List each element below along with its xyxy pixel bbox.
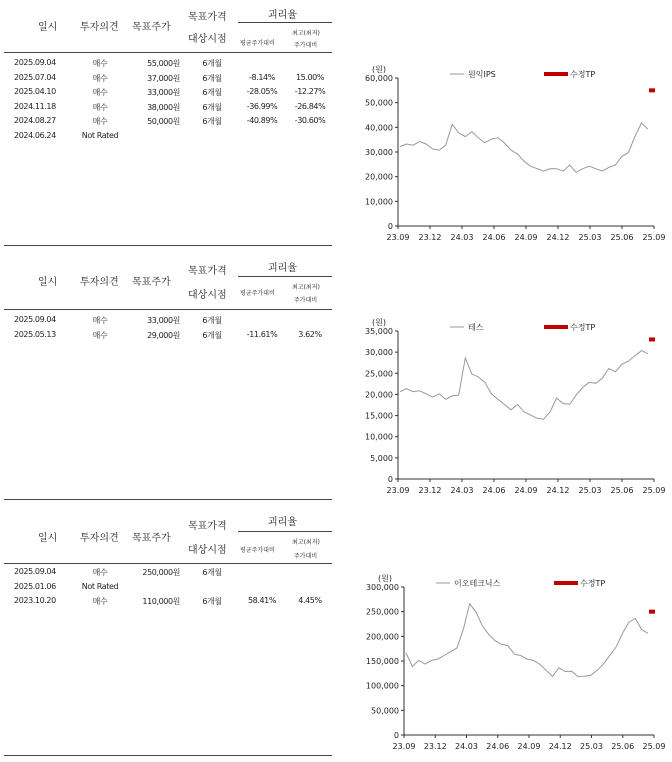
x-tick-label: 23.12 xyxy=(418,233,442,242)
x-tick-label: 24.09 xyxy=(517,742,541,751)
table-row xyxy=(4,567,332,581)
section-bottom-line xyxy=(4,245,332,246)
header-date: 일시 xyxy=(38,277,58,288)
row-opinion: 매수 xyxy=(92,597,108,607)
header-max-gap-1: 최고(최저) xyxy=(292,284,320,291)
header-gap: 괴리율 xyxy=(268,263,297,274)
header-avg-gap: 평균주가대비 xyxy=(240,40,275,47)
target-price-table xyxy=(4,253,332,503)
row-date: 2025.05.13 xyxy=(14,329,56,339)
x-tick-label: 24.03 xyxy=(450,486,474,495)
y-tick-label: 0 xyxy=(387,475,393,484)
row-opinion: 매수 xyxy=(92,73,108,83)
table-row xyxy=(4,315,332,329)
header-target-period-1: 목표가격 xyxy=(188,12,227,23)
table-row xyxy=(4,58,332,72)
price-chart xyxy=(354,253,666,503)
section-bottom-line xyxy=(4,755,332,756)
x-tick-label: 23.09 xyxy=(386,486,410,495)
series-line-price xyxy=(400,351,648,420)
y-tick-label: 10,000 xyxy=(365,432,393,442)
row-max-gap: 3.62% xyxy=(298,329,322,339)
row-opinion: 매수 xyxy=(92,88,108,98)
x-tick-label: 25.09 xyxy=(642,486,666,495)
header-bottom-line xyxy=(4,563,332,564)
row-avg-gap: -36.99% xyxy=(246,101,278,111)
y-tick-label: 50,000 xyxy=(371,706,399,716)
row-opinion: 매수 xyxy=(92,316,108,325)
legend-label-price: 원익IPS xyxy=(468,70,496,79)
table-row xyxy=(4,73,332,87)
table-row xyxy=(4,582,332,596)
x-tick-label: 23.12 xyxy=(423,742,447,751)
header-target-price: 목표주가 xyxy=(132,22,171,33)
row-target-price: 38,000원 xyxy=(147,102,180,112)
row-opinion: 매수 xyxy=(92,568,108,577)
x-tick-label: 23.09 xyxy=(386,233,410,242)
header-target-period-1: 목표가격 xyxy=(188,266,227,277)
row-target-period: 6개월 xyxy=(202,102,222,112)
table-row xyxy=(4,87,332,101)
row-date: 2025.09.04 xyxy=(14,567,56,576)
y-tick-label: 50,000 xyxy=(365,98,393,108)
y-tick-label: 300,000 xyxy=(365,583,399,592)
row-target-price: 250,000원 xyxy=(142,568,180,577)
row-max-gap: 4.45% xyxy=(298,596,322,606)
row-target-price: 50,000원 xyxy=(147,117,180,127)
header-target-period-2: 대상시점 xyxy=(188,545,227,556)
header-date: 일시 xyxy=(38,22,58,33)
x-tick-label: 24.12 xyxy=(546,233,570,242)
header-opinion: 투자의견 xyxy=(80,277,119,288)
header-max-gap-2: 주가대비 xyxy=(294,42,318,49)
header-opinion: 투자의견 xyxy=(80,22,119,33)
row-avg-gap: 58.41% xyxy=(247,596,277,606)
row-opinion: Not Rated xyxy=(81,581,119,591)
x-tick-label: 24.06 xyxy=(482,486,506,495)
gap-divider xyxy=(238,276,332,277)
header-target-period-2: 대상시점 xyxy=(188,290,227,301)
header-gap: 괴리율 xyxy=(268,517,297,528)
row-target-price: 33,000원 xyxy=(147,316,180,325)
row-avg-gap: -11.61% xyxy=(246,329,278,339)
table-row xyxy=(4,102,332,116)
price-chart xyxy=(354,507,666,757)
x-tick-label: 25.06 xyxy=(610,233,634,242)
header-max-gap-2: 주가대비 xyxy=(294,553,318,560)
row-opinion: 매수 xyxy=(92,330,108,340)
x-tick-label: 23.12 xyxy=(418,486,442,495)
header-max-gap-1: 최고(최저) xyxy=(292,539,320,546)
row-target-period: 6개월 xyxy=(202,330,222,340)
x-tick-label: 24.12 xyxy=(548,742,572,751)
x-tick-label: 24.03 xyxy=(455,742,478,751)
x-tick-label: 25.06 xyxy=(610,486,634,495)
legend-label-price: 이오테크닉스 xyxy=(454,579,501,588)
row-target-period: 6개월 xyxy=(202,568,222,577)
header-target-price: 목표주가 xyxy=(132,277,171,288)
row-max-gap: 15.00% xyxy=(295,72,325,82)
row-opinion: 매수 xyxy=(92,59,108,68)
x-tick-label: 24.03 xyxy=(450,233,474,242)
row-avg-gap: -28.05% xyxy=(246,87,278,97)
y-axis-label: (원) xyxy=(372,318,386,327)
x-tick-label: 24.09 xyxy=(514,233,538,242)
row-date: 2024.08.27 xyxy=(14,116,56,126)
header-avg-gap: 평균주가대비 xyxy=(240,547,275,554)
x-tick-label: 25.09 xyxy=(642,742,666,751)
row-target-period: 6개월 xyxy=(202,117,222,127)
chart-tes xyxy=(354,253,666,503)
y-tick-label: 30,000 xyxy=(365,348,393,358)
legend-label-tp: 수정TP xyxy=(570,70,596,79)
header-bottom-line xyxy=(4,309,332,310)
y-tick-label: 30,000 xyxy=(365,148,393,157)
y-tick-label: 20,000 xyxy=(365,390,393,400)
legend-label-tp: 수정TP xyxy=(580,579,606,588)
row-target-period: 6개월 xyxy=(202,88,222,98)
y-tick-label: 40,000 xyxy=(365,123,393,133)
header-gap: 괴리율 xyxy=(268,10,297,21)
y-tick-label: 150,000 xyxy=(365,657,399,666)
legend-label-price: 테스 xyxy=(468,323,484,332)
row-avg-gap: -8.14% xyxy=(249,72,275,82)
row-max-gap: -26.84% xyxy=(294,101,326,111)
row-opinion: 매수 xyxy=(92,117,108,127)
y-tick-label: 0 xyxy=(393,731,399,740)
x-tick-label: 24.06 xyxy=(482,233,506,242)
row-date: 2024.06.24 xyxy=(14,131,56,140)
y-tick-label: 20,000 xyxy=(365,172,393,182)
chart-wonik xyxy=(354,0,666,250)
row-target-price: 55,000원 xyxy=(147,59,180,68)
y-tick-label: 10,000 xyxy=(365,197,393,207)
header-avg-gap: 평균주가대비 xyxy=(240,290,275,297)
row-date: 2025.01.06 xyxy=(14,581,56,591)
header-date: 일시 xyxy=(38,533,58,544)
x-tick-label: 25.06 xyxy=(611,742,635,751)
series-line-price xyxy=(406,604,648,677)
row-date: 2025.09.04 xyxy=(14,315,56,324)
row-date: 2025.09.04 xyxy=(14,58,56,67)
header-target-period-1: 목표가격 xyxy=(188,521,227,532)
y-tick-label: 100,000 xyxy=(365,681,399,691)
gap-divider xyxy=(238,22,332,23)
section-bottom-line xyxy=(4,499,332,500)
section-eo-technics xyxy=(0,507,672,757)
y-axis-label: (원) xyxy=(378,574,392,583)
row-target-period: 6개월 xyxy=(202,73,222,83)
header-max-gap-1: 최고(최저) xyxy=(292,30,320,37)
row-date: 2025.04.10 xyxy=(14,87,56,97)
header-target-period-2: 대상시점 xyxy=(188,34,227,45)
row-target-period: 6개월 xyxy=(202,59,222,68)
y-tick-label: 15,000 xyxy=(365,411,393,421)
legend-label-tp: 수정TP xyxy=(570,323,596,332)
header-target-price: 목표주가 xyxy=(132,533,171,544)
y-tick-label: 25,000 xyxy=(365,369,393,379)
row-opinion: Not Rated xyxy=(81,131,119,140)
row-opinion: 매수 xyxy=(92,102,108,112)
section-wonik xyxy=(0,0,672,250)
x-tick-label: 25.03 xyxy=(578,486,602,495)
x-tick-label: 24.06 xyxy=(486,742,510,751)
chart-eo-technics xyxy=(354,507,666,757)
header-max-gap-2: 주가대비 xyxy=(294,297,318,304)
section-tes xyxy=(0,253,672,503)
row-target-period: 6개월 xyxy=(202,316,222,325)
row-avg-gap: -40.89% xyxy=(246,116,278,126)
table-row xyxy=(4,330,332,344)
row-target-price: 37,000원 xyxy=(147,73,180,83)
y-tick-label: 35,000 xyxy=(365,327,393,336)
table-row xyxy=(4,131,332,145)
x-tick-label: 23.09 xyxy=(392,742,416,751)
row-target-price: 29,000원 xyxy=(147,330,180,340)
series-line-price xyxy=(400,123,648,172)
gap-divider xyxy=(238,531,332,532)
row-target-price: 33,000원 xyxy=(147,88,180,98)
row-max-gap: -12.27% xyxy=(294,87,326,97)
header-opinion: 투자의견 xyxy=(80,533,119,544)
table-row xyxy=(4,116,332,130)
y-tick-label: 200,000 xyxy=(365,632,399,642)
row-date: 2025.07.04 xyxy=(14,72,56,82)
y-tick-label: 60,000 xyxy=(365,74,393,83)
row-target-price: 110,000원 xyxy=(142,597,180,607)
y-tick-label: 5,000 xyxy=(370,453,393,463)
y-axis-label: (원) xyxy=(372,65,386,74)
table-row xyxy=(4,596,332,610)
y-tick-label: 250,000 xyxy=(365,607,399,617)
row-max-gap: -30.60% xyxy=(294,116,326,126)
x-tick-label: 24.12 xyxy=(546,486,570,495)
x-tick-label: 25.09 xyxy=(642,233,666,242)
row-date: 2024.11.18 xyxy=(14,101,56,111)
target-price-table xyxy=(4,507,332,757)
price-chart xyxy=(354,0,666,250)
row-target-period: 6개월 xyxy=(202,597,222,607)
x-tick-label: 25.03 xyxy=(580,742,603,751)
y-tick-label: 0 xyxy=(387,222,393,231)
target-price-table xyxy=(4,0,332,250)
x-tick-label: 25.03 xyxy=(578,233,602,242)
header-bottom-line xyxy=(4,52,332,53)
x-tick-label: 24.09 xyxy=(514,486,538,495)
row-date: 2023.10.20 xyxy=(14,596,56,606)
